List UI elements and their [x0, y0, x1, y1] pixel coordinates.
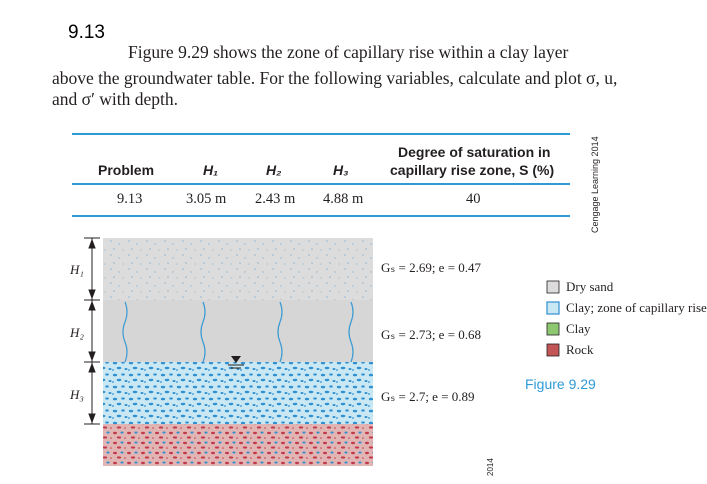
- header-h1: H₁: [203, 162, 219, 178]
- legend-swatch-capillary: [547, 302, 559, 314]
- header-problem: Problem: [98, 162, 155, 178]
- header-h2: H₂: [266, 162, 282, 178]
- dim-label-h3: H₃: [70, 387, 84, 402]
- dim-label-h2: H₂: [70, 325, 84, 340]
- problem-number: 9.13: [68, 22, 105, 43]
- dim-label-h1: H₁: [70, 262, 84, 277]
- layer-label-capillary: Gₛ = 2.73; e = 0.68: [381, 327, 482, 342]
- legend-label-capillary: Clay; zone of capillary rise: [566, 300, 707, 315]
- legend-label-rock: Rock: [566, 342, 594, 357]
- problem-text-line-1: Figure 9.29 shows the zone of capillary rise within a clay layer: [128, 42, 569, 62]
- legend-swatch-rock: [547, 344, 559, 356]
- credit-text: Cengage Learning 2014: [590, 136, 600, 233]
- legend-label-clay: Clay: [566, 321, 591, 336]
- cell-h2: 2.43 m: [255, 191, 296, 207]
- cell-saturation: 40: [466, 191, 481, 207]
- layer-dry-sand: [103, 238, 373, 300]
- problem-text-line-2: above the groundwater table. For the following variables, calculate and plot σ, u,: [52, 68, 618, 88]
- layer-rock: [103, 424, 373, 466]
- header-saturation-line-1: Degree of saturation in: [398, 144, 551, 160]
- dimension-arrows: [84, 238, 100, 424]
- layer-clay: [103, 362, 373, 424]
- header-h3: H₃: [333, 162, 349, 178]
- header-saturation-line-2: capillary rise zone, S (%): [390, 162, 555, 178]
- credit-year: 2014: [486, 458, 495, 476]
- cell-problem: 9.13: [117, 191, 143, 207]
- layer-clay-capillary: [103, 300, 373, 362]
- problem-text-line-3: and σ′ with depth.: [52, 89, 179, 109]
- layer-label-dry-sand: Gₛ = 2.69; e = 0.47: [381, 260, 482, 275]
- figure-caption: Figure 9.29: [525, 376, 596, 392]
- cell-h3: 4.88 m: [323, 191, 364, 207]
- cell-h1: 3.05 m: [186, 191, 227, 207]
- layer-label-clay: Gₛ = 2.7; e = 0.89: [381, 389, 475, 404]
- legend-swatch-dry-sand: [547, 281, 559, 293]
- legend-label-dry-sand: Dry sand: [566, 279, 614, 294]
- legend-swatch-clay: [547, 323, 559, 335]
